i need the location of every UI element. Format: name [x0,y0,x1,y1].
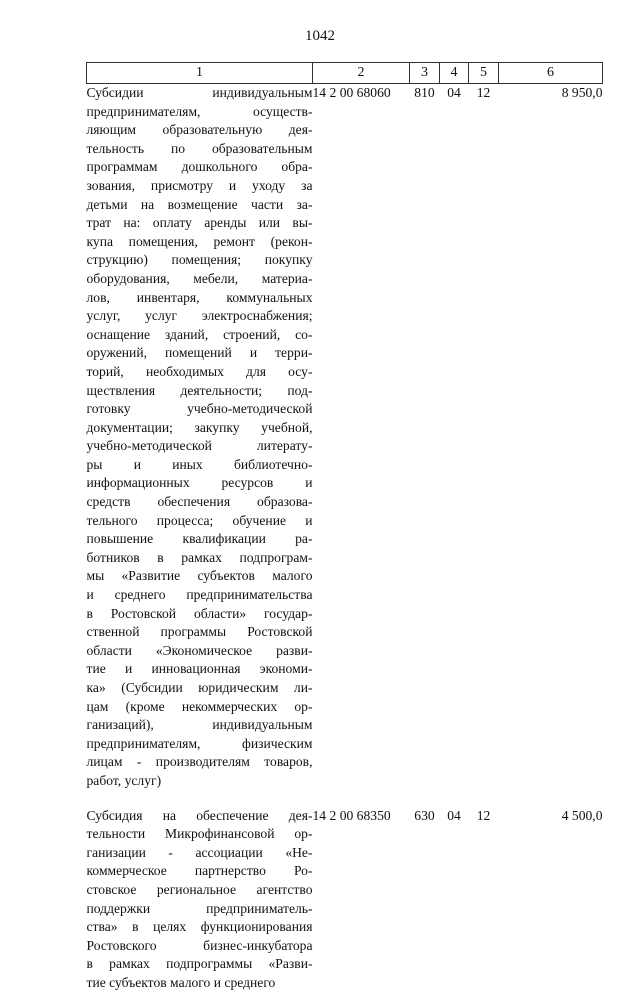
description-line: лицам - производителям товаров, [86,754,313,770]
budget-table [86,62,603,993]
row-target-code: 14 2 00 68350 [312,807,391,823]
description-line: ственной программы Ростовской [86,624,313,640]
table-header-row [87,63,603,84]
description-line: ка» (Субсидии юридическим ли- [86,680,313,695]
description-line: Субсидии индивидуальным [86,85,313,100]
description-line: ганизаций), индивидуальным [86,717,313,733]
description-line: оборудования, мебели, материа- [86,270,313,286]
description-line: услуг, услуг электроснабжения; [86,308,313,324]
description-line: оружений, помещений и терри- [86,345,313,361]
description-line: документации; закупку учебной, [86,419,313,435]
row-subsection: 12 [476,85,491,100]
row-description [87,791,313,993]
description-line: программам дошкольного обра- [86,159,313,175]
row-amount: 4 500,0 [561,807,603,823]
description-line: учебно-методической литерату- [86,438,313,454]
row-expense-type: 630 [414,807,435,823]
description-line: ляющим образовательную дея- [86,122,313,138]
table-row [87,84,603,791]
description-line: тельность по образовательным [86,140,313,156]
description-line: готовку учебно-методической [86,401,313,417]
description-line: тельности Микрофинансовой ор- [86,826,313,842]
description-line: стовское региональное агентство [86,881,313,897]
header-col-5: 5 [469,63,499,84]
description-line: предпринимателям, физическим [86,735,313,751]
description-line: ганизации - ассоциации «Не- [86,844,313,860]
row-description [87,84,313,791]
header-col-4: 4 [440,63,469,84]
description-line: ры и иных библиотечно- [86,456,313,472]
row-section: 04 [447,807,461,823]
header-col-3: 3 [410,63,440,84]
row-subsection: 12 [476,807,491,823]
header-col-2: 2 [313,63,410,84]
row-amount: 8 950,0 [561,85,603,100]
description-line: мы «Развитие субъектов малого [86,568,313,584]
row-section: 04 [447,85,461,100]
description-line: торий, необходимых для осу- [86,363,313,379]
row-expense-type: 810 [414,85,435,100]
description-line: тие и инновационная экономи- [86,661,313,677]
description-line: в рамках подпрограммы «Разви- [86,956,313,972]
header-col-6: 6 [499,63,603,84]
description-line: ботников в рамках подпрограм- [86,549,313,565]
header-col-1: 1 [87,63,313,84]
description-line: области «Экономическое разви- [86,642,313,658]
table-row [87,791,603,993]
row-target-code: 14 2 00 68060 [312,85,391,100]
description-line: цам (кроме некоммерческих ор- [86,698,313,714]
description-line: предпринимателям, осуществ- [86,103,313,119]
description-line: трат на: оплату аренды или вы- [86,215,313,231]
description-line: лов, инвентаря, коммунальных [86,289,313,305]
description-line: ства» в целях функционирования [86,919,313,935]
description-line: коммерческое партнерство Ро- [86,863,313,879]
page-number: 1042 [305,28,335,44]
description-line: информационных ресурсов и [86,475,313,491]
description-line: тельного процесса; обучение и [86,512,313,528]
description-line: работ, услуг) [86,772,162,788]
description-line: Ростовского бизнес-инкубатора [86,937,313,953]
description-line: и среднего предпринимательства [86,587,313,603]
description-line: в Ростовской области» государ- [86,605,313,621]
description-line: поддержки предприниматель- [86,900,313,916]
description-line: струкцию) помещения; покупку [86,252,313,268]
description-line: средств обеспечения образова- [86,494,313,510]
description-line: ществления деятельности; под- [86,382,313,398]
description-line: тие субъектов малого и среднего [86,974,276,990]
description-line: купа помещения, ремонт (рекон- [86,233,313,249]
description-line: повышение квалификации ра- [86,531,313,547]
description-line: Субсидия на обеспечение дея- [86,807,313,823]
description-line: детьми на возмещение части за- [86,196,313,212]
description-line: оснащение зданий, строений, со- [86,326,313,342]
description-line: зования, присмотру и уходу за [86,177,313,193]
